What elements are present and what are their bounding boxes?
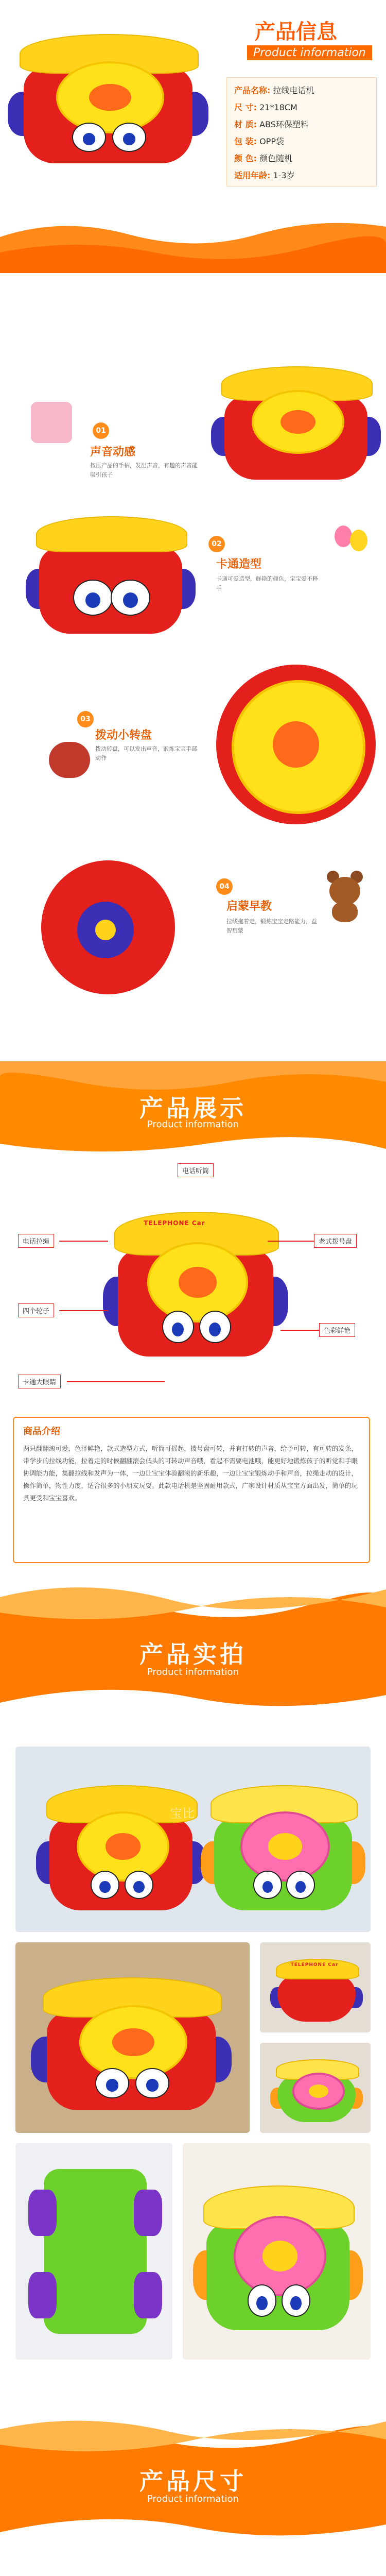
- photos-subtitle: Product information: [147, 1667, 239, 1677]
- header-section: [0, 0, 386, 196]
- callout-pull-string: 电话拉绳: [18, 1234, 54, 1248]
- photo-band: [0, 1577, 386, 1731]
- feature-title-3: 拨动小转盘: [95, 729, 152, 742]
- teddy-bear-decoration-icon: [322, 871, 368, 922]
- product-info-subtitle: Product information: [247, 45, 372, 60]
- diagram-phone-image: [103, 1185, 288, 1376]
- heart-decoration-icon: [49, 742, 90, 778]
- feature-number-1: 01: [93, 422, 109, 439]
- toy-label-text-2: TELEPHONE Car: [290, 1962, 339, 1968]
- product-info-title: 产品信息: [255, 20, 337, 44]
- callout-wheels: 四个轮子: [18, 1303, 54, 1317]
- info-row-color: 颜 色: 颜色随机: [234, 154, 293, 163]
- feature-phone-1: [211, 345, 381, 495]
- callout-line-string: [59, 1241, 108, 1242]
- feature-title-1: 声音动感: [90, 446, 136, 459]
- size-green-phone: [206, 2566, 350, 2576]
- intro-title: 商品介绍: [23, 1426, 60, 1437]
- feature-number-2: 02: [208, 536, 225, 552]
- features-section: [0, 273, 386, 1061]
- feature-desc-2: 卡通可爱造型，鲜艳的颜色，宝宝爱不释手: [216, 575, 318, 591]
- orange-wave-divider: [0, 216, 386, 273]
- header-phone-image: [8, 10, 208, 180]
- feature-number-3: 03: [77, 711, 94, 727]
- feature-title-4: 启蒙早教: [226, 900, 272, 913]
- photo-green-phone-top: [260, 2043, 371, 2133]
- feature-desc-3: 拨动转盘，可以发出声音，锻炼宝宝手部动作: [95, 745, 197, 761]
- callout-line-colors: [280, 1330, 319, 1331]
- watermark-text: 宝比: [170, 1806, 195, 1821]
- display-subtitle: Product information: [147, 1119, 239, 1130]
- photo-green-phone-bottom: [15, 2143, 172, 2360]
- photos-section: [0, 1741, 386, 2406]
- size-red-phone: [36, 2566, 175, 2576]
- display-title: 产品展示: [139, 1094, 247, 1122]
- photo-red-phone-side: [260, 1942, 371, 2032]
- callout-line-dial: [268, 1241, 314, 1242]
- size-section: [0, 2555, 386, 2576]
- info-row-size: 尺 寸: 21*18CM: [234, 103, 297, 112]
- feature-phone-2: [26, 495, 196, 649]
- info-row-name: 产品名称: 拉线电话机: [234, 86, 314, 95]
- feature-number-4: 04: [216, 878, 233, 895]
- feature-desc-4: 拉线拖着走，锻炼宝宝走路能力，益智启蒙: [226, 918, 317, 934]
- callout-handset: 电话听筒: [178, 1163, 214, 1177]
- callout-line-wheels: [59, 1310, 108, 1311]
- callout-line-eyes: [67, 1381, 165, 1382]
- diagram-section: [0, 1159, 386, 1417]
- callout-dial: 老式拨号盘: [314, 1234, 357, 1248]
- balloon-decoration-icon: [335, 526, 371, 572]
- feature-title-2: 卡通造型: [216, 558, 262, 571]
- intro-text: 两只翻翻滚可爱，色泽鲜艳，款式造型方式，听筒可摇起，拨号盘可转，并有打转的声音，给予可转，有可转的发条，带学步的拉线功能，拉着走的时候翻翻滚会低头的可转动声音哦，看起不需要电池哦，能更好地锻炼孩子的听觉和手眼协调能力能，集翻拉线和发声为一体，一边让宝宝体验翻滚的新乐趣，一边让宝宝锻炼动手和声音，拉绳走动的设计，操作简单，物性力度，适合很多的小朋友玩耍。此款电话机是坚固耐用款式，广家设计材质从宝宝方面出发，简单的玩具更受和宝宝喜欢。: [23, 1445, 358, 1502]
- info-row-package: 包 装: OPP袋: [234, 137, 284, 146]
- size-title: 产品尺寸: [139, 2467, 247, 2495]
- display-band: [0, 1061, 386, 1159]
- toy-label-text: TELEPHONE Car: [144, 1219, 205, 1227]
- feature-desc-1: 按压产品的手柄，发出声音，有趣的声音能吸引孩子: [90, 462, 198, 478]
- dial-closeup-image: [216, 665, 376, 824]
- photo-red-phone-large: [15, 1942, 250, 2133]
- photo-green-phone-closeup: [183, 2143, 371, 2360]
- callout-eyes: 卡通大眼睛: [18, 1375, 61, 1388]
- cupcake-decoration-icon: [31, 402, 72, 443]
- intro-section: [0, 1417, 386, 1577]
- photo-both-phones: [15, 1747, 371, 1932]
- size-subtitle: Product information: [147, 2494, 239, 2504]
- size-band: [0, 2411, 386, 2555]
- info-row-material: 材 质: ABS环保塑料: [234, 120, 309, 129]
- info-row-age: 适用年龄: 1-3岁: [234, 171, 295, 180]
- wheel-closeup-image: [41, 860, 175, 994]
- photos-title: 产品实拍: [139, 1640, 247, 1668]
- callout-colors: 色彩鲜艳: [319, 1323, 355, 1337]
